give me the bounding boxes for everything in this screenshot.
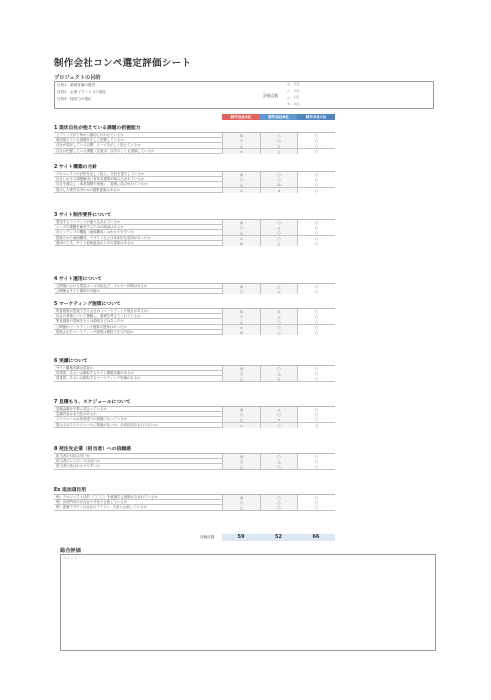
score-cell-company-a[interactable]: ○ (222, 500, 260, 505)
score-cell-company-b[interactable]: △ (260, 407, 297, 412)
score-legend-item: ×：0点 (287, 101, 300, 106)
section-title: 8 発注先企業（担当者）への信頼感 (54, 446, 335, 454)
criteria-section (54, 276, 335, 294)
criteria-row (54, 330, 335, 335)
score-cell-company-c[interactable]: ○ (297, 407, 335, 412)
criteria-text: 例）プロジェクト目的「〇〇〇」を意識する施策が含まれているか (56, 495, 158, 499)
criteria-text: 例）各部門向けが自社の方向と合致しているか (56, 500, 128, 505)
score-cell-company-b[interactable]: △ (260, 241, 297, 246)
score-cell-company-a[interactable]: △ (222, 319, 260, 324)
score-cell-company-c[interactable]: ○ (297, 505, 335, 510)
score-cell-company-b[interactable]: △ (260, 330, 297, 335)
score-cell-company-c[interactable]: ○ (297, 417, 335, 422)
criteria-section (54, 164, 335, 193)
score-legend-title: 評価点数 (263, 93, 279, 98)
criteria-text: 同業界、あるいは類似するサイト構築実績があるか (56, 371, 134, 376)
score-cell-company-b[interactable]: ○ (260, 366, 297, 371)
score-cell-company-c[interactable]: ○ (297, 188, 335, 193)
total-score-company-b: 52 (260, 534, 297, 541)
criteria-text: 公開後もサイト運用が可能か (56, 289, 100, 294)
criteria-section (54, 358, 335, 382)
score-cell-company-a[interactable]: ◎ (222, 220, 260, 225)
criteria-text: 現状抱えている課題を正しく把握しているか (56, 138, 124, 143)
score-cell-company-a[interactable]: △ (222, 376, 260, 381)
criteria-text: 各コンテンツの機能（画面構成）はわかりやすいか (56, 230, 134, 235)
criteria-text: 見積内容は妥当性があるか (56, 412, 97, 417)
overall-comment-placeholder: コメント (63, 556, 78, 560)
purpose-line: 目的3：採用力の強化 (57, 97, 92, 101)
score-cell-company-c[interactable]: ○ (297, 412, 335, 417)
score-cell-company-b[interactable]: ○ (260, 412, 297, 417)
score-cell-company-a[interactable]: × (222, 423, 260, 428)
score-cell-company-a[interactable]: ◎ (222, 309, 260, 314)
score-cell-company-c[interactable]: ○ (297, 371, 335, 376)
criteria-row (54, 241, 335, 246)
score-cell-company-b[interactable]: ○ (260, 138, 297, 143)
criteria-text: 見積金額は予算に見合っているか (56, 407, 107, 411)
score-cell-company-a[interactable]: ○ (222, 412, 260, 417)
criteria-row (54, 188, 335, 193)
criteria-section (54, 399, 335, 428)
section-title: 6 実績について (54, 358, 335, 366)
criteria-row (54, 423, 335, 428)
score-cell-company-a[interactable]: × (222, 188, 260, 193)
purpose-line: 目的2：企業ブランド力の強化 (57, 90, 107, 94)
criteria-text: 公開後のマーケティング施策の提案はあったか (56, 324, 127, 329)
score-cell-company-a[interactable]: ◎ (222, 330, 260, 335)
score-cell-company-b[interactable]: ○ (260, 230, 297, 235)
criteria-text: 自社の業務について理解し、業務を考えてくれているか (56, 314, 141, 319)
score-cell-company-b[interactable]: ○ (260, 236, 297, 241)
criteria-text: 自社を競合し（事業規模や業態）、提案に結び付けているか (56, 182, 148, 187)
score-cell-company-a[interactable]: △ (222, 182, 260, 187)
column-header-company-a: 制作会社A社 (222, 114, 260, 120)
score-cell-company-c[interactable]: ○ (297, 500, 335, 505)
score-cell-company-c[interactable]: ○ (297, 177, 335, 182)
criteria-text: 提案された画面構成、デザインなどは具体的な説明があったか (56, 235, 151, 240)
score-cell-company-b[interactable]: ○ (260, 423, 297, 428)
section-title: 2 サイト構築の方針 (54, 164, 335, 172)
criteria-text: 自社が現状している目標、ニーズを正しく捉えているか (56, 143, 141, 148)
score-cell-company-a[interactable]: × (222, 149, 260, 154)
score-cell-company-c[interactable]: ○ (297, 454, 335, 459)
criteria-text: 同業界、あるいは類似するマーケティング実績があるか (56, 376, 141, 381)
criteria-section (54, 212, 335, 246)
score-cell-company-a[interactable]: ○ (222, 371, 260, 376)
criteria-text: ヒアリングが丁寧かつ適切に行われているか (56, 133, 124, 137)
score-cell-company-b[interactable]: ○ (260, 454, 297, 459)
section-title: 3 サイト制作要件について (54, 212, 335, 220)
criteria-text: 集客施策の提案をもとは説明などはあったか (56, 319, 124, 324)
criteria-text: プロジェクトの目的を正しく捉え、方針を提示しているか (56, 172, 145, 176)
score-cell-company-a[interactable]: △ (222, 143, 260, 148)
score-cell-company-c[interactable]: ○ (297, 284, 335, 289)
score-cell-company-a[interactable]: △ (222, 230, 260, 235)
score-cell-company-a[interactable]: ◎ (222, 284, 260, 289)
score-cell-company-c[interactable]: ○ (297, 325, 335, 330)
section-title: 5 マーケティング施策について (54, 301, 335, 309)
score-cell-company-b[interactable]: ○ (260, 505, 297, 510)
score-cell-company-b[interactable]: △ (260, 143, 297, 148)
criteria-text: 運用の工夫、サイト更新追加の工夫の提案はあるか (56, 240, 134, 245)
page-title: 制作会社コンペ選定評価シート (54, 58, 192, 69)
section-title: 1 現状自社が抱えている課題の把握能力 (54, 125, 335, 133)
score-cell-company-a[interactable]: △ (222, 505, 260, 510)
score-cell-company-a[interactable]: ○ (222, 314, 260, 319)
criteria-text: スケジュールは希望通りの納期になっているか (56, 417, 127, 422)
total-score-company-a: 59 (222, 534, 260, 541)
score-cell-company-b[interactable]: △ (260, 314, 297, 319)
score-cell-company-a[interactable]: ○ (222, 138, 260, 143)
score-cell-company-a[interactable]: ○ (222, 289, 260, 294)
criteria-row (54, 505, 335, 510)
criteria-row (54, 464, 335, 469)
score-cell-company-c[interactable]: ○ (297, 241, 335, 246)
score-cell-company-a[interactable]: ◎ (222, 407, 260, 412)
criteria-text: 担当者の話はわかりやすいか (56, 464, 101, 469)
criteria-text: 担当者の対応は早いか (56, 454, 90, 458)
score-cell-company-b[interactable]: △ (260, 459, 297, 464)
overall-evaluation-heading: 総合評価 (60, 548, 81, 554)
score-cell-company-b[interactable]: △ (260, 225, 297, 230)
criteria-text: 要望するコンテンツが盛り込まれているか (56, 220, 121, 224)
score-legend-item: ◎：3点 (287, 82, 300, 86)
criteria-text: 提案されたマーケティング施策は期待できる内容か (56, 329, 134, 334)
score-cell-company-c[interactable]: ○ (297, 236, 335, 241)
score-cell-company-a[interactable]: △ (222, 464, 260, 469)
criteria-text: ニーズや課題を解決するための理由はあるか (56, 225, 124, 230)
score-cell-company-a[interactable]: ◎ (222, 366, 260, 371)
score-legend-item: ○：2点 (287, 88, 300, 93)
score-cell-company-c[interactable]: ○ (297, 330, 335, 335)
column-header-company-c: 制作会社C社 (297, 114, 335, 120)
criteria-row (54, 149, 335, 154)
score-cell-company-b[interactable]: ◎ (260, 309, 297, 314)
score-cell-company-c[interactable]: ○ (297, 366, 335, 371)
criteria-row (54, 289, 335, 294)
score-cell-company-c[interactable]: ○ (297, 423, 335, 428)
score-cell-company-c[interactable]: ○ (297, 225, 335, 230)
score-cell-company-c[interactable]: ○ (297, 149, 335, 154)
score-cell-company-b[interactable]: △ (260, 149, 297, 154)
score-cell-company-c[interactable]: ○ (297, 495, 335, 500)
score-cell-company-a[interactable]: ◎ (222, 495, 260, 500)
score-cell-company-b[interactable]: ○ (260, 133, 297, 138)
score-cell-company-c[interactable]: ○ (297, 314, 335, 319)
score-cell-company-c[interactable]: ○ (297, 143, 335, 148)
score-cell-company-c[interactable]: ○ (297, 376, 335, 381)
purpose-box (54, 81, 434, 109)
score-cell-company-a[interactable]: × (222, 236, 260, 241)
score-cell-company-a[interactable]: × (222, 325, 260, 330)
score-cell-company-a[interactable]: △ (222, 417, 260, 422)
criteria-text: 自社が把握している課題（自覚点）以外のことも指摘しているか (56, 148, 155, 153)
score-cell-company-a[interactable]: ○ (222, 225, 260, 230)
criteria-section (54, 301, 335, 335)
score-legend-item: △：1点 (287, 95, 300, 99)
score-cell-company-b[interactable]: ○ (260, 220, 297, 225)
score-cell-company-b[interactable]: △ (260, 371, 297, 376)
score-cell-company-b[interactable]: ○ (260, 319, 297, 324)
criteria-section (54, 446, 335, 470)
score-cell-company-c[interactable]: ○ (297, 309, 335, 314)
column-header-company-b: 制作会社B社 (260, 114, 297, 120)
score-cell-company-a[interactable]: ○ (222, 459, 260, 464)
score-cell-company-b[interactable]: △ (260, 284, 297, 289)
total-score-label: 評価点数 (200, 535, 215, 539)
score-cell-company-b[interactable]: ○ (260, 172, 297, 177)
score-cell-company-b[interactable]: × (260, 188, 297, 193)
score-cell-company-c[interactable]: ○ (297, 220, 335, 225)
score-cell-company-b[interactable]: ○ (260, 325, 297, 330)
criteria-section (54, 487, 335, 511)
criteria-section (54, 125, 335, 154)
criteria-text: 提示した案件以外の×の施策提案はあるか (56, 187, 120, 192)
criteria-text: 集客施策が提案できる会社か（マーケティング視点があるか） (56, 309, 151, 313)
score-cell-company-b[interactable]: ○ (260, 500, 297, 505)
total-score-company-c: 66 (297, 534, 335, 541)
section-title: 7 見積もり、スケジュールについて (54, 399, 335, 407)
score-cell-company-a[interactable]: ◎ (222, 241, 260, 246)
score-cell-company-c[interactable]: ○ (297, 230, 335, 235)
score-cell-company-c[interactable]: ○ (297, 172, 335, 177)
criteria-text: 自社における課題解決に有効な施策が組み込まれているか (56, 177, 145, 182)
purpose-heading: プロジェクトの目的 (54, 75, 101, 81)
score-cell-company-a[interactable]: ○ (222, 177, 260, 182)
score-cell-company-b[interactable]: ○ (260, 177, 297, 182)
score-cell-company-c[interactable]: ○ (297, 459, 335, 464)
score-cell-company-b[interactable]: ○ (260, 464, 297, 469)
score-cell-company-c[interactable]: ○ (297, 289, 335, 294)
score-cell-company-a[interactable]: ◎ (222, 172, 260, 177)
score-cell-company-a[interactable]: ◎ (222, 133, 260, 138)
criteria-text: サイト構築実績は豊富か (56, 366, 94, 370)
score-cell-company-b[interactable]: × (260, 417, 297, 422)
criteria-row (54, 376, 335, 381)
score-cell-company-c[interactable]: ○ (297, 182, 335, 187)
criteria-text: 公開後における電話メール対応など、フォロー体制はあるか (56, 284, 148, 288)
criteria-text: 提示されたスケジュールに無理がないか、余裕状況なものでないか (56, 422, 158, 427)
criteria-text: 例）提案デザインは自社のテイスト、方針と合致しているか (56, 505, 147, 510)
overall-comment-box[interactable] (60, 554, 436, 651)
score-cell-company-b[interactable]: △ (260, 289, 297, 294)
section-title: 4 サイト運用について (54, 276, 335, 284)
score-cell-company-c[interactable]: ○ (297, 464, 335, 469)
purpose-line: 目的1：新規客層の獲得 (57, 83, 96, 87)
score-cell-company-c[interactable]: ○ (297, 138, 335, 143)
criteria-text: 担当者のレスポンスは良いか (56, 459, 100, 464)
score-cell-company-b[interactable]: ○ (260, 495, 297, 500)
score-cell-company-b[interactable]: △ (260, 376, 297, 381)
score-cell-company-c[interactable]: ○ (297, 319, 335, 324)
score-cell-company-b[interactable]: ◎ (260, 182, 297, 187)
score-cell-company-c[interactable]: ○ (297, 133, 335, 138)
section-title: Ex 追加項目用 (54, 487, 335, 495)
score-cell-company-a[interactable]: ◎ (222, 454, 260, 459)
